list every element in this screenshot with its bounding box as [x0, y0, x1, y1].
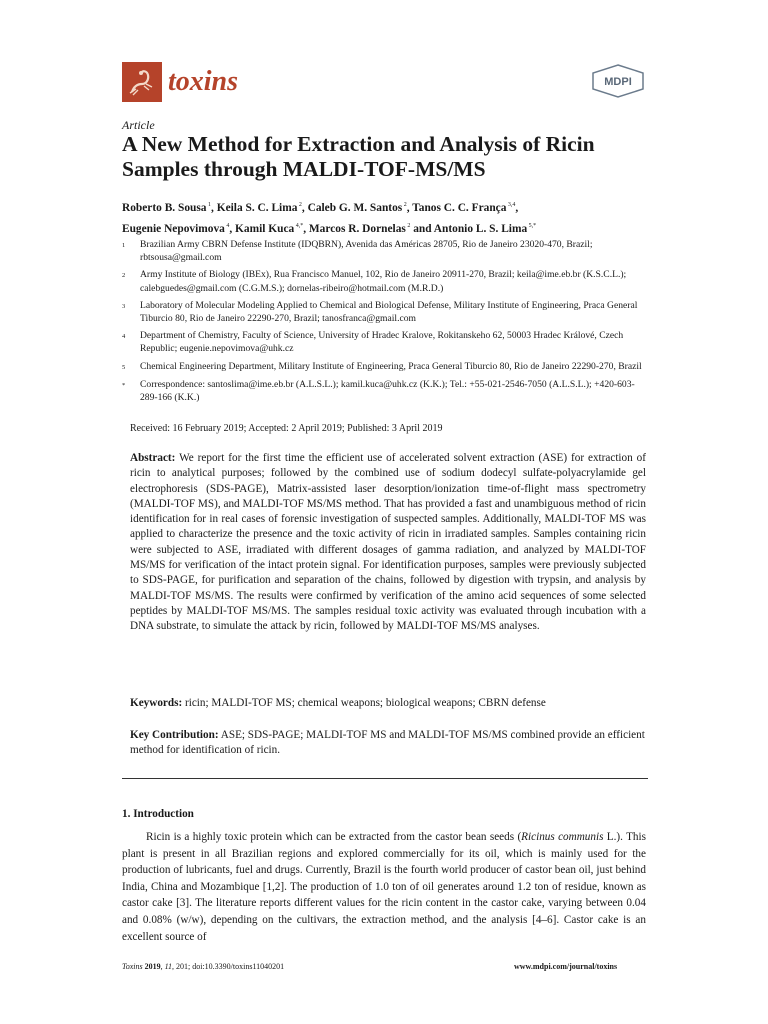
affiliation-text: Laboratory of Molecular Modeling Applied to Chemical and Biological Defense, Military Institute of Engineering, Praca General Tiburcio 80, Rio de Janeiro 22290-270, Brazil; tanosfranca@gmail.com	[140, 299, 638, 325]
journal-name: toxins	[168, 66, 239, 97]
introduction-paragraph	[122, 829, 646, 945]
intro-text-rest: L.). This plant is present in all Brazilian regions and explored commercially for its oil, which is mainly used for the production of lubricants, fuel and drugs. Currently, Brazil is the fourth world producer of castor bean oil, just behind India, China and Mozambique [1,2]. The production of 1.0 ton of oil generates around 1.2 ton of residue, known as castor cake [3]. The literature reports different values for the ricin content in the castor cake, varying between 0.04 and 0.08% (w/w), depending on the cultivars, the extraction method, and the analysis [4–6]. Castor cake is an excellent source of	[122, 831, 646, 943]
key-contribution-label: Key Contribution:	[130, 729, 219, 741]
author-affiliation-marker: 2	[405, 222, 411, 229]
affiliation-text: Brazilian Army CBRN Defense Institute (IDQBRN), Avenida das Américas 28705, Rio de Janeiro 23020-470, Brazil; rbtsousa@gmail.com	[140, 239, 593, 264]
keywords-text: ricin; MALDI-TOF MS; chemical weapons; biological weapons; CBRN defense	[185, 697, 546, 709]
author-name: Kamil Kuca	[235, 222, 295, 235]
mdpi-logo	[590, 64, 646, 98]
keywords	[130, 696, 646, 711]
author-line-1: Roberto B. Sousa $^1$, Keila S. C. Lima $^2$, Caleb G. M. Santos $^2$, Tanos C. C. França $^{3,4}$,	[122, 201, 519, 214]
publication-dates: Received: 16 February 2019; Accepted: 2 April 2019; Published: 3 April 2019	[130, 423, 443, 434]
author-name: Caleb G. M. Santos	[307, 201, 403, 214]
journal-url-link[interactable]: www.mdpi.com/journal/toxins	[514, 962, 618, 971]
author-affiliation-marker: 1	[206, 202, 211, 208]
intro-text-start: Ricin is a highly toxic protein which can be extracted from the castor bean seeds (	[146, 831, 522, 843]
scorpion-logo-icon	[122, 62, 162, 102]
footer-doi: , 201; doi:10.3390/toxins11040201	[172, 962, 285, 971]
author-name: Marcos R. Dornelas	[308, 222, 406, 235]
affiliation-number: 5	[122, 363, 126, 371]
author-name: Antonio L. S. Lima	[433, 222, 528, 235]
author-name: Tanos C. C. França	[412, 201, 507, 214]
section-divider	[122, 778, 648, 779]
publisher-name: MDPI	[604, 76, 632, 88]
key-contribution-text: ASE; SDS-PAGE; MALDI-TOF MS and MALDI-TOF MS/MS combined provide an efficient method for identification of ricin.	[130, 729, 645, 757]
author-list	[122, 196, 652, 238]
affiliation-item	[122, 329, 650, 355]
author-affiliation-marker: 2	[297, 202, 302, 208]
author-affiliation-marker: 4	[224, 222, 230, 229]
author-name: Keila S. C. Lima	[216, 201, 298, 214]
affiliation-item	[122, 299, 650, 325]
affiliation-item	[122, 360, 650, 374]
citation-footer: Toxins 2019, 11, 201; doi:10.3390/toxins11040201	[122, 962, 285, 971]
abstract-text: We report for the first time the efficient use of accelerated solvent extraction (ASE) for extraction of ricin to analytical purposes; followed by the combined use of sodium dodecyl sulfate-polyacrylamide gel electrophoresis (SDS-PAGE), Matrix-assisted laser desorption/ionization time-of-flight mass spectrometry (MALDI-TOF MS), and MALDI-TOF MS/MS method. That has provided a fast and unambiguous method of ricin identification for in real cases of forensic investigation of suspected samples. Additionally, MALDI-TOF MS was applied to characterize the presence and the toxic activity of ricin in irradiated samples. Samples containing ricin were subjected to ASE, irradiated with different dosages of gamma radiation, and analyzed by MALDI-TOF MS/MS for verification of the intact protein signal. For identification purposes, samples were previously subjected to SDS-PAGE, for purification and separation of the chains, followed by digestion with trypsin, and analysis by MALDI-TOF MS/MS. The results were confirmed by verification of the amino acid sequences of some selected peptides by MALDI-TOF MS/MS. The samples residual toxic activity was evaluated through incubation with a DNA substrate, to simulate the attack by ricin, followed by MALDI-TOF MS/MS analyses.	[130, 452, 646, 633]
footer-year: 2019	[144, 962, 161, 971]
footer-journal: Toxins	[122, 962, 143, 971]
affiliation-text: Army Institute of Biology (IBEx), Rua Francisco Manuel, 102, Rio de Janeiro 20911-270, Brazil; keila@ime.eb.br (K.S.C.L.); calebguedes@gmail.com (C.G.M.S.); dornelas-ribeiro@hotmail.com (M.R.D.)	[140, 269, 627, 294]
affiliation-item	[122, 268, 650, 294]
affiliation-number: 4	[122, 333, 126, 341]
article-title: A New Method for Extraction and Analysis of Ricin Samples through MALDI-TOF-MS/MS	[122, 132, 595, 181]
author-affiliation-marker: 2	[402, 202, 407, 208]
author-affiliation-marker: 3,4	[506, 202, 516, 208]
affiliation-text: Chemical Engineering Department, Military Institute of Engineering, Praca General Tiburcio 80, Rio de Janeiro 22290-270, Brazil	[140, 360, 642, 372]
mdpi-hexagon-icon	[590, 64, 646, 98]
affiliation-item	[122, 238, 650, 264]
article-type-label: Article	[122, 118, 155, 132]
affiliation-item	[122, 378, 650, 404]
affiliation-number: *	[122, 381, 126, 389]
abstract	[130, 451, 646, 635]
affiliation-list	[122, 238, 650, 408]
abstract-label: Abstract:	[130, 452, 176, 464]
affiliation-number: 1	[122, 242, 126, 249]
author-affiliation-marker: 5,*	[527, 222, 537, 229]
author-name: Roberto B. Sousa	[122, 201, 207, 214]
affiliation-number: 3	[122, 302, 126, 310]
affiliation-text: Department of Chemistry, Faculty of Science, University of Hradec Kralove, Rokitanskeho 62, 50003 Hradec Králové, Czech Republic; eugenie.nepovimova@uhk.cz	[140, 330, 624, 355]
author-line-2: Eugenie Nepovimova $^4$, Kamil Kuca $^{4,*}$, Marcos R. Dornelas $^2$ and Antonio L. S. Lima $^{5,*}$	[122, 222, 537, 235]
section-heading-introduction: 1. Introduction	[122, 808, 194, 820]
keywords-label: Keywords:	[130, 697, 183, 709]
key-contribution	[130, 728, 646, 759]
journal-logo	[122, 62, 162, 102]
footer-volume: 11	[164, 962, 173, 971]
intro-species-name: Ricinus communis	[521, 831, 604, 843]
affiliation-number: 2	[122, 272, 126, 280]
author-name: Eugenie Nepovimova	[122, 222, 225, 235]
author-affiliation-marker: 4,*	[294, 222, 304, 229]
affiliation-text: Correspondence: santoslima@ime.eb.br (A.L.S.L.); kamil.kuca@uhk.cz (K.K.); Tel.: +55-021-2546-7050 (A.L.S.L.); +420-603-289-166 (K.K.)	[140, 378, 635, 404]
